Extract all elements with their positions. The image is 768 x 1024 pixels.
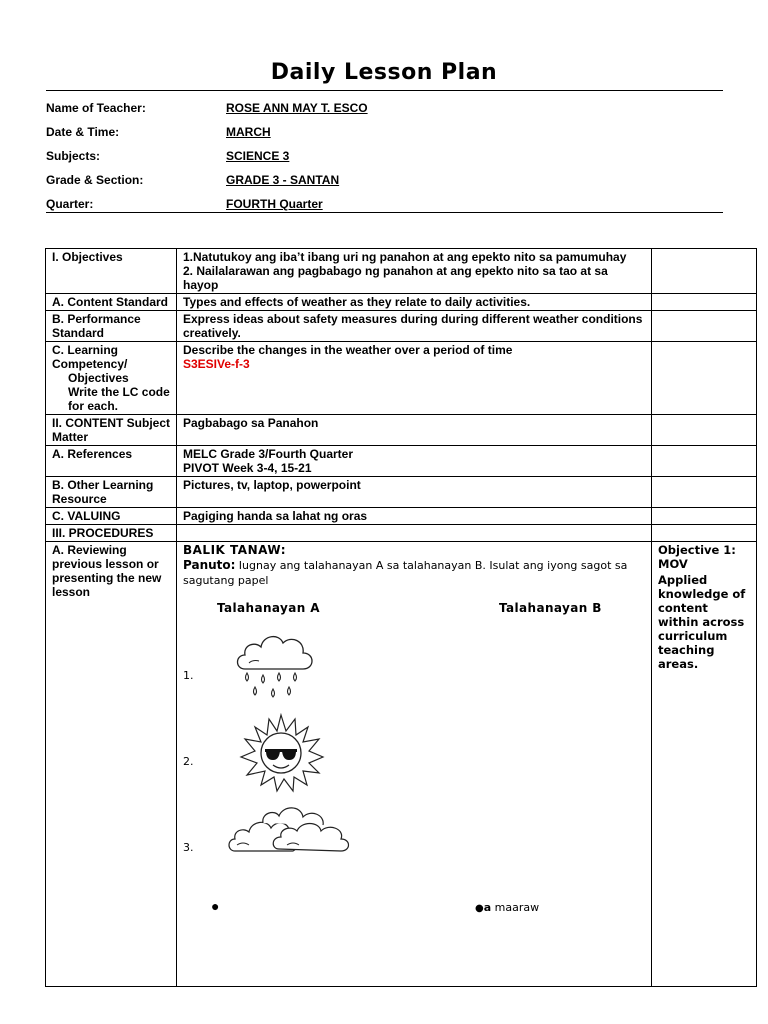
valuing-label: C. VALUING [46,508,177,525]
lesson-plan-table [45,248,757,987]
row-procedures [46,525,757,542]
bullet-left: ● [211,898,220,914]
title-underline [46,90,723,91]
row-references [46,446,757,477]
performance-standard-text: Express ideas about safety measures during during different weather conditions creatively. [177,311,652,342]
references-label: A. References [46,446,177,477]
item-number-3: 3. [183,841,194,854]
mov-label: MOV [658,557,688,571]
competency-label-3: Write the LC code for each. [68,385,170,413]
subjects-value: SCIENCE 3 [226,149,290,163]
grade-label: Grade & Section: [46,173,144,187]
date-value: MARCH [226,125,271,139]
content-standard-text: Types and effects of weather as they relate to daily activities. [177,294,652,311]
panuto-label: Panuto: [183,558,236,572]
content-text: Pagbabago sa Panahon [177,415,652,446]
objectives-label: I. Objectives [46,249,177,294]
reference-1: MELC Grade 3/Fourth Quarter [183,447,354,461]
quarter-label: Quarter: [46,197,94,211]
item-number-2: 2. [183,755,194,768]
competency-label [46,342,177,415]
mov-text: Applied knowledge of content within across curriculum teaching areas. [658,573,746,671]
procedures-label: III. PROCEDURES [46,525,177,542]
other-resources-label: B. Other Learning Resource [46,477,177,508]
objectives-text [177,249,652,294]
row-valuing [46,508,757,525]
quarter-value: FOURTH Quarter [226,197,323,211]
objective-1-text: 1.Natutukoy ang iba’t ibang uri ng panahon at ang epekto nito sa pamumuhay [183,250,627,264]
choice-a-text: maaraw [494,901,540,914]
row-other-resources [46,477,757,508]
balik-tanaw-heading: BALIK TANAW: [183,543,287,557]
row-content [46,415,757,446]
row-competency [46,342,757,415]
reviewing-mov [652,542,757,987]
rain-cloud-icon [233,625,319,705]
panuto [183,558,645,588]
references-text [177,446,652,477]
teacher-value: ROSE ANN MAY T. ESCO [226,101,368,115]
row-reviewing [46,542,757,987]
date-label: Date & Time: [46,125,120,139]
objective-2-text: 2. Nailalarawan ang pagbabago ng panahon at ang epekto nito sa tao at sa hayop [183,264,608,292]
subjects-label: Subjects: [46,149,101,163]
reference-2: PIVOT Week 3-4, 15-21 [183,461,312,475]
row-objectives [46,249,757,294]
other-resources-text: Pictures, tv, laptop, powerpoint [177,477,652,508]
lc-code: S3ESIVe-f-3 [183,357,250,371]
performance-standard-label: B. Performance Standard [46,311,177,342]
reviewing-activity [177,542,652,987]
reviewing-label: A. Reviewing previous lesson or presenting the new lesson [46,542,177,987]
clouds-icon [227,801,361,865]
competency-label-2: Objectives [68,371,129,385]
page-title: Daily Lesson Plan [270,60,498,85]
competency-description: Describe the changes in the weather over a period of time [183,343,513,357]
panuto-text: Iugnay ang talahanayan A sa talahanayan B. Isulat ang iyong sagot sa sagutang papel [183,559,628,587]
row-performance-standard [46,311,757,342]
talahanayan-b-heading: Talahanayan B [499,601,602,615]
choice-a-letter: a [483,901,492,914]
item-number-1: 1. [183,669,194,682]
sun-with-sunglasses-icon [235,713,327,793]
objectives-notes [652,249,757,294]
valuing-text: Pagiging handa sa lahat ng oras [177,508,652,525]
objective-1-label: Objective 1: [658,543,736,557]
talahanayan-a-heading: Talahanayan A [217,601,320,615]
row-content-standard [46,294,757,311]
choice-a: ●a maaraw [475,901,540,914]
competency-label-1: C. Learning Competency/ [52,343,128,371]
content-label: II. CONTENT Subject Matter [46,415,177,446]
competency-text [177,342,652,415]
content-standard-label: A. Content Standard [46,294,177,311]
teacher-label: Name of Teacher: [46,101,146,115]
header-bottom-line [46,212,723,213]
grade-value: GRADE 3 - SANTAN [226,173,340,187]
